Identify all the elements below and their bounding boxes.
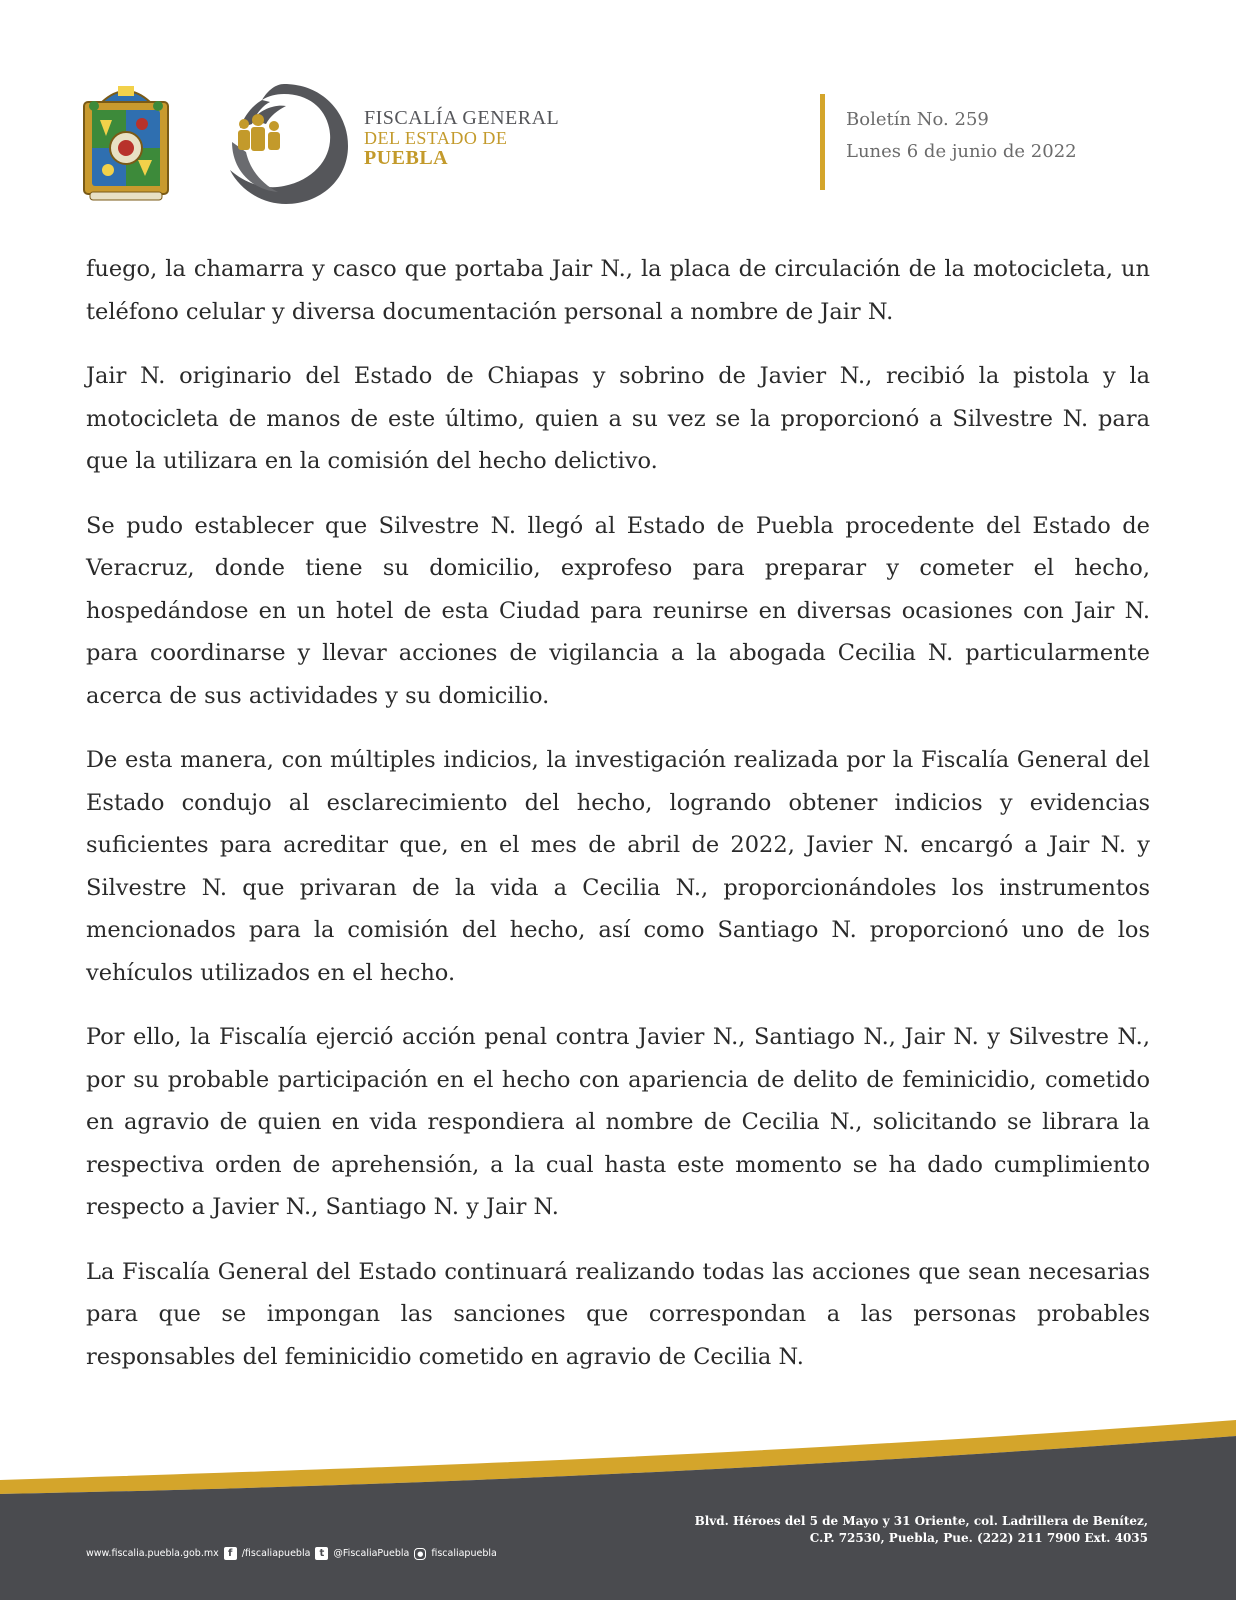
bulletin-number: Boletín No. 259 [846, 109, 989, 130]
footer-social-links [86, 1547, 497, 1560]
instagram-icon: ● [414, 1548, 426, 1560]
body-paragraph: Jair N. originario del Estado de Chiapas y sobrino de Javier N., recibió la pistola y la motocicleta de manos de este último, quien a su vez se la proporcionó a Silvestre N. para que la utilizara en la comisión del hecho delictivo. [86, 363, 1150, 474]
footer-address [695, 1513, 1148, 1547]
document-body [86, 248, 1150, 1400]
fiscalia-eagle-logo-icon [222, 80, 352, 206]
bulletin-date: Lunes 6 de junio de 2022 [846, 141, 1077, 162]
logo-subtitle-line: DEL ESTADO DE [364, 128, 508, 148]
address-line: C.P. 72530, Puebla, Pue. (222) 211 7900 Ext. 4035 [809, 1531, 1148, 1545]
puebla-coat-of-arms-icon [82, 80, 170, 202]
website-link[interactable]: www.fiscalia.puebla.gob.mx [86, 1548, 219, 1559]
body-paragraph: De esta manera, con múltiples indicios, la investigación realizada por la Fiscalía General del Estado condujo al esclarecimiento del hecho, logrando obtener indicios y evidencias suficientes para acreditar que, en el mes de abril de 2022, Javier N. encargó a Jair N. y Silvestre N. que privaran de la vida a Cecilia N., proporcionándoles los instrumentos mencionados para la comisión del hecho, así como Santiago N. proporcionó uno de los vehículos utilizados en el hecho. [86, 747, 1150, 986]
document-header [0, 0, 1236, 220]
address-line: Blvd. Héroes del 5 de Mayo y 31 Oriente, col. Ladrillera de Benítez, [694, 1514, 1148, 1528]
footer-wave-band [0, 1420, 1236, 1600]
instagram-link[interactable]: fiscaliapuebla [431, 1548, 497, 1559]
bulletin-divider [820, 94, 825, 190]
bulletin-info [846, 104, 1077, 168]
body-paragraph: Por ello, la Fiscalía ejerció acción penal contra Javier N., Santiago N., Jair N. y Silvestre N., por su probable participación en el hecho con apariencia de delito de feminicidio, cometido en agravio de quien en vida respondiera al nombre de Cecilia N., solicitando se librara la respectiva orden de aprehensión, a la cual hasta este momento se ha dado cumplimiento respecto a Javier N., Santiago N. y Jair N. [86, 1024, 1150, 1220]
fiscalia-logo-wordmark [364, 108, 559, 169]
twitter-icon: t [315, 1547, 328, 1560]
body-paragraph: fuego, la chamarra y casco que portaba Jair N., la placa de circulación de la motocicleta, un teléfono celular y diversa documentación personal a nombre de Jair N. [86, 256, 1150, 325]
document-footer [0, 1420, 1236, 1600]
body-paragraph: Se pudo establecer que Silvestre N. llegó al Estado de Puebla procedente del Estado de Veracruz, donde tiene su domicilio, exprofeso para preparar y cometer el hecho, hospedándose en un hotel de esta Ciudad para reunirse en diversas ocasiones con Jair N. para coordinarse y llevar acciones de vigilancia a la abogada Cecilia N. particularmente acerca de sus actividades y su domicilio. [86, 512, 1150, 709]
twitter-link[interactable]: @FiscaliaPuebla [333, 1548, 410, 1559]
logo-title-line: FISCALÍA GENERAL [364, 107, 560, 129]
facebook-link[interactable]: /fiscaliapuebla [241, 1548, 311, 1559]
logo-state-line: PUEBLA [364, 146, 449, 169]
body-paragraph: La Fiscalía General del Estado continuará realizando todas las acciones que sean necesarias para que se impongan las sanciones que correspondan a las personas probables responsables del feminicidio cometido en agravio de Cecilia N. [86, 1258, 1150, 1370]
facebook-icon: f [224, 1547, 237, 1560]
